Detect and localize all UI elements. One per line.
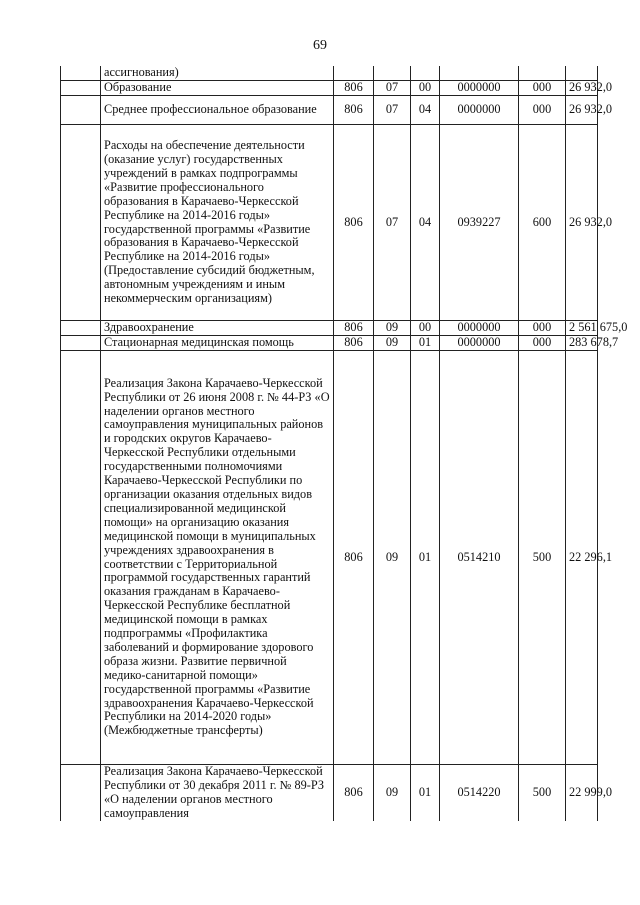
table-row [61,321,598,336]
subsection-code-cell: 00 [411,81,440,96]
expense-type-cell: 000 [519,321,566,336]
section-code-cell: 07 [374,96,411,125]
grbs-code-cell: 806 [334,336,374,351]
target-code-cell: 0000000 [440,336,519,351]
section-code-cell [374,66,411,81]
row-number-cell [61,765,101,822]
expense-type-cell: 000 [519,96,566,125]
target-code-cell [440,66,519,81]
grbs-code-cell: 806 [334,321,374,336]
amount-cell [566,66,598,81]
amount-cell: 26 932,0 [566,81,598,96]
item-name-cell: ассигнования) [101,66,334,81]
expense-type-cell: 000 [519,81,566,96]
target-code-cell: 0000000 [440,321,519,336]
target-code-cell: 0514210 [440,351,519,765]
subsection-code-cell: 01 [411,765,440,822]
target-code-cell: 0514220 [440,765,519,822]
subsection-code-cell: 01 [411,336,440,351]
amount-cell: 26 932,0 [566,125,598,321]
target-code-cell: 0000000 [440,96,519,125]
row-number-cell [61,321,101,336]
target-code-cell: 0000000 [440,81,519,96]
grbs-code-cell: 806 [334,765,374,822]
amount-cell: 283 678,7 [566,336,598,351]
table-row [61,351,598,765]
expense-type-cell: 600 [519,125,566,321]
item-name-cell: Стационарная медицинская помощь [101,336,334,351]
expense-type-cell: 500 [519,351,566,765]
row-number-cell [61,351,101,765]
subsection-code-cell: 01 [411,351,440,765]
subsection-code-cell: 00 [411,321,440,336]
expense-type-cell: 500 [519,765,566,822]
row-number-cell [61,96,101,125]
table-row [61,336,598,351]
subsection-code-cell: 04 [411,125,440,321]
item-name-cell: Реализация Закона Карачаево-Черкесской Республики от 26 июня 2008 г. № 44-РЗ «О наделении органов местного самоуправления муниципальных районов и городских округов Карачаево-Черкесской Республики отдельными государственными полномочиями Карачаево-Черкесской Республики по организации оказания отдельных видов специализированной медицинской помощи» на организацию оказания медицинской помощи в муниципальных учреждениях здравоохранения в соответствии с Территориальной программой государственных гарантий оказания гражданам в Карачаево-Черкесской Республике бесплатной медицинской помощи в рамках подпрограммы «Профилактика заболеваний и формирование здорового образа жизни. Развитие первичной медико-санитарной помощи» государственной программы «Развитие здравоохранения Карачаево-Черкесской Республики на 2014-2020 годы» (Межбюджетные трансферты) [101,351,334,765]
budget-table [60,65,628,821]
section-code-cell: 09 [374,765,411,822]
table-row [61,765,598,822]
item-name-cell: Здравоохранение [101,321,334,336]
row-number-cell [61,336,101,351]
row-number-cell [61,125,101,321]
expense-type-cell [519,66,566,81]
grbs-code-cell: 806 [334,125,374,321]
item-name-cell: Реализация Закона Карачаево-Черкесской Республики от 30 декабря 2011 г. № 89-РЗ «О наделении органов местного самоуправления [101,765,334,822]
subsection-code-cell: 04 [411,96,440,125]
section-code-cell: 07 [374,81,411,96]
item-name-cell: Расходы на обеспечение деятельности (оказание услуг) государственных учреждений в рамках подпрограммы «Развитие профессионального образования в Карачаево-Черкесской Республике на 2014-2016 годы» государственной программы «Развитие образования в Карачаево-Черкесской Республике на 2014-2016 годы» (Предоставление субсидий бюджетным, автономным учреждениям и иным некоммерческим организациям) [101,125,334,321]
item-name-cell: Среднее профессиональное образование [101,96,334,125]
section-code-cell: 09 [374,351,411,765]
target-code-cell: 0939227 [440,125,519,321]
table-row [61,66,598,81]
grbs-code-cell: 806 [334,81,374,96]
table-row [61,125,598,321]
grbs-code-cell [334,66,374,81]
grbs-code-cell: 806 [334,351,374,765]
item-name-cell: Образование [101,81,334,96]
row-number-cell [61,66,101,81]
amount-cell: 22 999,0 [566,765,598,822]
section-code-cell: 07 [374,125,411,321]
section-code-cell: 09 [374,321,411,336]
table-row [61,96,598,125]
grbs-code-cell: 806 [334,96,374,125]
amount-cell: 2 561 675,0 [566,321,598,336]
amount-cell: 22 296,1 [566,351,598,765]
subsection-code-cell [411,66,440,81]
expense-type-cell: 000 [519,336,566,351]
amount-cell: 26 932,0 [566,96,598,125]
section-code-cell: 09 [374,336,411,351]
row-number-cell [61,81,101,96]
page-number: 69 [313,38,327,53]
table-row [61,81,598,96]
